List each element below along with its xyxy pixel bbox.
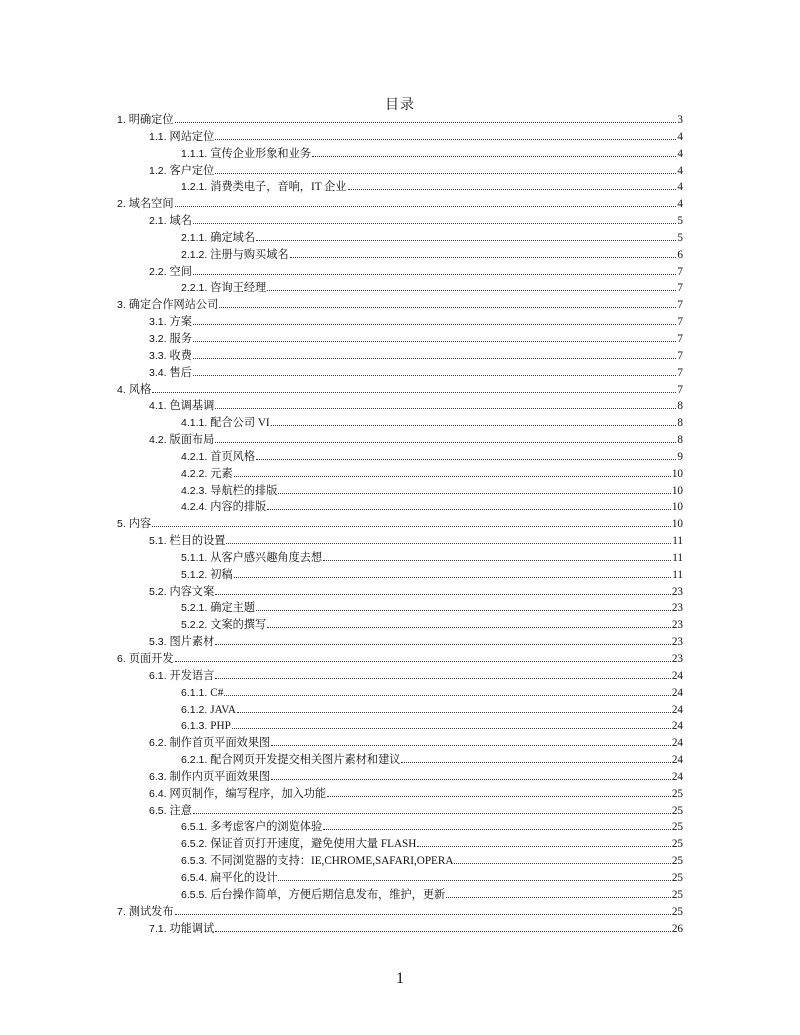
toc-entry[interactable] [117, 786, 683, 803]
dot-leader [256, 450, 676, 460]
toc-entry[interactable] [117, 668, 683, 685]
toc-entry-label: 咨询王经理 [210, 282, 267, 295]
dot-leader [175, 113, 677, 123]
toc-entry[interactable] [117, 904, 683, 921]
toc-entry-label: 初稿 [210, 568, 233, 581]
toc-entry-label: 方案 [169, 316, 192, 329]
toc-entry[interactable] [117, 718, 683, 735]
toc-entry[interactable] [117, 466, 683, 483]
toc-entry-label: 空间 [169, 265, 192, 278]
toc-entry-page: 25 [671, 838, 683, 851]
dot-leader [193, 214, 677, 224]
dot-leader [215, 922, 671, 932]
toc-entry-page: 24 [671, 703, 683, 716]
dot-leader [267, 500, 671, 510]
toc-entry[interactable] [117, 331, 683, 348]
dot-leader [278, 871, 670, 881]
toc-entry-label: 功能调试 [169, 922, 215, 935]
toc-entry-number: 6.1.2. [181, 703, 208, 716]
toc-entry-page: 6 [677, 248, 683, 261]
dot-leader [271, 770, 671, 780]
toc-entry-number: 6.5. [149, 804, 167, 817]
dot-leader [267, 281, 676, 291]
dot-leader [193, 265, 677, 275]
toc-entry-page: 9 [677, 450, 683, 463]
dot-leader [215, 585, 671, 595]
toc-entry-label: 域名 [169, 215, 192, 228]
toc-entry-page: 5 [677, 231, 683, 244]
toc-entry-page: 23 [671, 602, 683, 615]
toc-entry[interactable] [117, 280, 683, 297]
toc-entry-number: 6.1.3. [181, 720, 208, 733]
toc-entry-label: 配合公司 VI [210, 417, 270, 430]
dot-leader [290, 248, 677, 258]
toc-entry-number: 5.1. [149, 535, 167, 548]
dot-leader [215, 669, 671, 679]
toc-entry-page: 25 [671, 871, 683, 884]
toc-entry-page: 23 [671, 619, 683, 632]
toc-entry-page: 25 [671, 821, 683, 834]
toc-entry[interactable] [117, 803, 683, 820]
dot-leader [193, 366, 677, 376]
toc-entry[interactable] [117, 887, 683, 904]
dot-leader [271, 416, 677, 426]
toc-entry-number: 5.3. [149, 636, 167, 649]
toc-entry-page: 11 [672, 568, 683, 581]
toc-entry-label: 内容 [128, 518, 152, 531]
toc-entry-number: 6. [117, 653, 126, 665]
toc-entry-number: 6.2.1. [181, 754, 208, 767]
toc-entry-label: C# [210, 686, 224, 699]
toc-entry[interactable] [117, 129, 683, 146]
toc-entry-label: 制作内页平面效果图 [169, 770, 271, 783]
toc-entry-number: 2.1.2. [181, 248, 208, 261]
toc-entry[interactable] [117, 382, 683, 399]
toc-entry-page: 25 [671, 888, 683, 901]
toc-entry-label: 明确定位 [128, 114, 174, 126]
toc-entry-label: 色调基调 [169, 400, 215, 413]
toc-entry-number: 2.2. [149, 265, 167, 278]
toc-entry-page: 7 [677, 383, 683, 396]
toc-entry-page: 10 [671, 501, 683, 514]
dot-leader [152, 383, 676, 393]
toc-entry-page: 24 [671, 770, 683, 783]
toc-entry-label: PHP [210, 720, 231, 733]
dot-leader [232, 719, 671, 729]
dot-leader [175, 197, 677, 207]
toc-entry-number: 5. [117, 518, 126, 531]
toc-entry-page: 25 [671, 905, 683, 918]
dot-leader [175, 652, 671, 662]
toc-entry[interactable] [117, 752, 683, 769]
toc-entry-number: 3.1. [149, 316, 167, 329]
toc-entry-page: 24 [671, 720, 683, 733]
toc-entry-number: 1.1.1. [181, 147, 208, 160]
toc-entry-page: 11 [672, 551, 683, 564]
toc-entry[interactable] [117, 634, 683, 651]
toc-entry-label: 多考虑客户的浏览体验 [210, 821, 323, 834]
toc-entry-label: 注册与购买域名 [210, 248, 289, 261]
toc-entry-number: 6.5.3. [181, 855, 208, 868]
toc-entry-label: 风格 [128, 383, 152, 396]
dot-leader [193, 804, 671, 814]
toc-entry-page: 7 [677, 316, 683, 329]
toc-entry-label: 配合网页开发提交相关图片素材和建议 [210, 754, 401, 767]
toc-entry-page: 24 [671, 754, 683, 767]
dot-leader [234, 568, 672, 578]
toc-entry-number: 2. [117, 198, 126, 211]
toc-entry-label: 客户定位 [169, 164, 215, 177]
toc-entry-page: 7 [677, 299, 683, 312]
toc-entry-number: 1.2. [149, 164, 167, 177]
toc-entry-number: 1.2.1. [181, 181, 208, 194]
toc-entry-label: 制作首页平面效果图 [169, 737, 271, 750]
toc-entry-label: 栏目的设置 [169, 535, 226, 548]
toc-entry-label: 服务 [169, 332, 192, 345]
toc-entry[interactable] [117, 870, 683, 887]
toc-entry-page: 7 [677, 349, 683, 362]
toc-entry[interactable] [117, 567, 683, 584]
toc-entry[interactable] [117, 415, 683, 432]
toc-entry-label: 图片素材 [169, 636, 215, 649]
toc-entry-label: 版面布局 [169, 434, 215, 447]
toc-entry-number: 6.2. [149, 737, 167, 750]
toc-entry[interactable] [117, 819, 683, 836]
toc-entry-number: 6.3. [149, 770, 167, 783]
toc-entry-label: 开发语言 [169, 669, 215, 682]
toc-entry-label: 元素 [210, 467, 233, 480]
toc-entry-page: 25 [671, 855, 683, 868]
toc-entry-number: 1.1. [149, 130, 167, 143]
toc-entry-number: 3.4. [149, 366, 167, 379]
dot-leader [193, 332, 677, 342]
toc-entry-number: 4.2.3. [181, 484, 208, 497]
toc-entry[interactable] [117, 499, 683, 516]
dot-leader [417, 837, 670, 847]
toc-entry-number: 4.2.2. [181, 467, 208, 480]
dot-leader [175, 905, 671, 915]
toc-entry-number: 6.1. [149, 669, 167, 682]
toc-entry-page: 23 [671, 653, 683, 665]
toc-entry-page: 5 [677, 215, 683, 228]
toc-entry[interactable] [117, 769, 683, 786]
toc-entry-page: 24 [671, 669, 683, 682]
dot-leader [193, 315, 677, 325]
toc-entry-number: 5.2.1. [181, 602, 208, 615]
toc-entry[interactable] [117, 264, 683, 281]
toc-entry[interactable] [117, 584, 683, 601]
toc-entry-number: 4.2.1. [181, 450, 208, 463]
toc-entry-page: 4 [677, 164, 683, 177]
dot-leader [237, 703, 671, 713]
toc-entry-page: 8 [677, 417, 683, 430]
toc-entry-page: 7 [677, 265, 683, 278]
dot-leader [446, 888, 671, 898]
toc-entry-label: 网页制作，编写程序，加入功能 [169, 787, 327, 800]
toc-entry-label: JAVA [210, 703, 236, 716]
toc-entry-number: 6.1.1. [181, 686, 208, 699]
toc-entry-number: 6.4. [149, 787, 167, 800]
dot-leader [323, 551, 671, 561]
toc-entry-number: 2.2.1. [181, 282, 208, 295]
toc-entry-label: 消费类电子，音响，IT 企业 [210, 181, 347, 194]
toc-entry-number: 4.1.1. [181, 417, 208, 430]
dot-leader [215, 399, 676, 409]
toc-entry[interactable] [117, 449, 683, 466]
toc-entry[interactable] [117, 702, 683, 719]
dot-leader [215, 130, 676, 140]
toc-entry-label: 宣传企业形象和业务 [210, 147, 311, 160]
toc-entry-number: 3.3. [149, 349, 167, 362]
dot-leader [256, 601, 671, 611]
toc-entry-page: 10 [671, 484, 683, 497]
toc-entry-page: 10 [671, 467, 683, 480]
toc-entry-number: 2.1. [149, 215, 167, 228]
toc-entry-page: 24 [671, 737, 683, 750]
toc-entry[interactable] [117, 735, 683, 752]
toc-entry-number: 3. [117, 299, 126, 312]
toc-entry-page: 7 [677, 332, 683, 345]
toc-entry-page: 8 [677, 434, 683, 447]
toc-entry-label: 域名空间 [128, 198, 174, 211]
toc-entry[interactable] [117, 365, 683, 382]
toc-entry-label: 注意 [169, 804, 192, 817]
toc-entry-number: 1. [117, 114, 126, 126]
dot-leader [323, 820, 671, 830]
toc-entry-page: 23 [671, 636, 683, 649]
toc-entry-number: 6.5.4. [181, 871, 208, 884]
toc-entry-page: 11 [672, 535, 683, 548]
toc-entry[interactable] [117, 685, 683, 702]
dot-leader [234, 467, 671, 477]
toc-entry-label: 内容文案 [169, 585, 215, 598]
dot-leader [215, 433, 676, 443]
toc-entry-label: 保证首页打开速度，避免使用大量 FLASH [210, 838, 417, 851]
toc-entry-number: 6.5.2. [181, 838, 208, 851]
dot-leader [348, 180, 677, 190]
toc-entry-number: 3.2. [149, 332, 167, 345]
toc-entry-label: 页面开发 [128, 653, 174, 665]
toc-entry[interactable] [117, 600, 683, 617]
dot-leader [215, 164, 676, 174]
toc-entry[interactable] [117, 112, 683, 129]
dot-leader [193, 349, 677, 359]
toc-entry-page: 7 [677, 282, 683, 295]
toc-entry[interactable] [117, 398, 683, 415]
toc-entry-number: 7.1. [149, 922, 167, 935]
toc-entry-page: 4 [677, 198, 683, 211]
toc-entry[interactable] [117, 432, 683, 449]
toc-entry-label: 内容的排版 [210, 501, 267, 514]
toc-entry-label: 确定合作网站公司 [128, 299, 219, 312]
toc-entry-page: 10 [671, 518, 683, 531]
dot-leader [312, 147, 676, 157]
toc-entry[interactable] [117, 836, 683, 853]
toc-entry-label: 确定主题 [210, 602, 256, 615]
dot-leader [327, 787, 671, 797]
dot-leader [219, 298, 676, 308]
toc-entry-label: 收费 [169, 349, 192, 362]
toc-entry-number: 4.1. [149, 400, 167, 413]
toc-entry-number: 2.1.1. [181, 231, 208, 244]
toc-entry[interactable] [117, 179, 683, 196]
toc-entry[interactable] [117, 230, 683, 247]
toc-entry[interactable] [117, 348, 683, 365]
toc-entry-label: 后台操作简单，方便后期信息发布，维护，更新 [210, 888, 446, 901]
dot-leader [278, 484, 670, 494]
toc-entry[interactable] [117, 533, 683, 550]
toc-entry-page: 3 [677, 114, 683, 126]
toc-entry-page: 4 [677, 181, 683, 194]
toc-entry-label: 导航栏的排版 [210, 484, 278, 497]
toc-entry[interactable] [117, 853, 683, 870]
toc-entry-number: 5.1.1. [181, 551, 208, 564]
dot-leader [271, 736, 671, 746]
toc-entry[interactable] [117, 651, 683, 668]
toc-entry-number: 5.2. [149, 585, 167, 598]
toc-entry[interactable] [117, 617, 683, 634]
dot-leader [454, 854, 670, 864]
dot-leader [152, 517, 671, 527]
toc-entry-number: 7. [117, 905, 126, 918]
toc-entry-page: 24 [671, 686, 683, 699]
dot-leader [401, 753, 670, 763]
toc-entry[interactable] [117, 146, 683, 163]
toc-entry-label: 文案的撰写 [210, 619, 267, 632]
dot-leader [215, 635, 671, 645]
toc-entry[interactable] [117, 297, 683, 314]
toc-entry[interactable] [117, 314, 683, 331]
toc-entry-label: 测试发布 [128, 905, 174, 918]
toc-entry[interactable] [117, 550, 683, 567]
toc-entry-label: 网站定位 [169, 130, 215, 143]
dot-leader [224, 686, 670, 696]
toc-entry-page: 25 [671, 787, 683, 800]
toc-title: 目录 [385, 98, 415, 113]
page-number: 1 [396, 970, 404, 987]
toc-entry-page: 25 [671, 804, 683, 817]
toc-entry-page: 4 [677, 147, 683, 160]
toc-entry[interactable] [117, 196, 683, 213]
toc-entry[interactable] [117, 483, 683, 500]
dot-leader [226, 534, 671, 544]
dot-leader [256, 231, 676, 241]
toc-entry[interactable] [117, 213, 683, 230]
toc-entry-number: 4.2.4. [181, 501, 208, 514]
toc-entry-label: 售后 [169, 366, 192, 379]
table-of-contents [117, 112, 683, 937]
toc-entry[interactable] [117, 163, 683, 180]
toc-entry-number: 5.1.2. [181, 568, 208, 581]
toc-entry-number: 6.5.1. [181, 821, 208, 834]
toc-entry-label: 确定域名 [210, 231, 256, 244]
dot-leader [267, 618, 671, 628]
toc-entry-page: 26 [671, 922, 683, 935]
toc-entry-page: 4 [677, 130, 683, 143]
toc-entry-number: 5.2.2. [181, 619, 208, 632]
toc-entry[interactable] [117, 247, 683, 264]
toc-entry[interactable] [117, 921, 683, 938]
toc-entry-number: 6.5.5. [181, 888, 208, 901]
toc-entry[interactable] [117, 516, 683, 533]
toc-entry-number: 4. [117, 383, 126, 396]
toc-entry-page: 8 [677, 400, 683, 413]
toc-entry-number: 4.2. [149, 434, 167, 447]
toc-entry-page: 7 [677, 366, 683, 379]
toc-entry-page: 23 [671, 585, 683, 598]
toc-entry-label: 从客户感兴趣角度去想 [210, 551, 323, 564]
toc-entry-label: 不同浏览器的支持：IE,CHROME,SAFARI,OPERA [210, 855, 454, 868]
toc-entry-label: 首页风格 [210, 450, 256, 463]
toc-entry-label: 扁平化的设计 [210, 871, 278, 884]
